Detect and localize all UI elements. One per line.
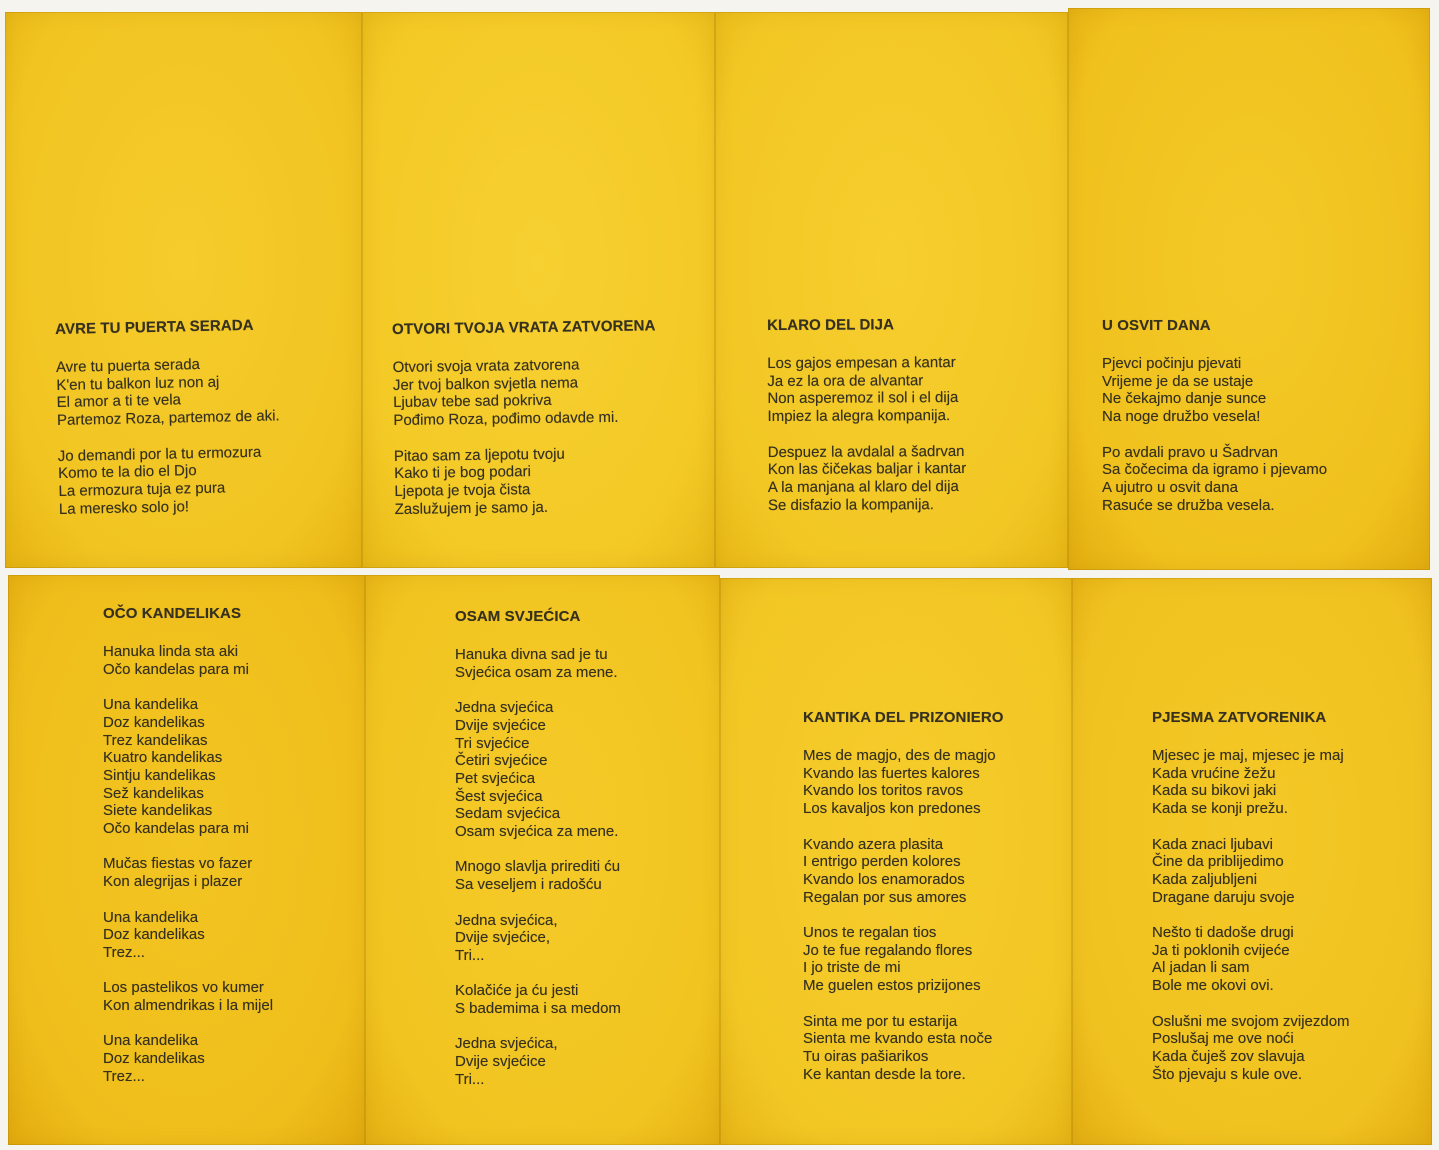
stanza [103, 979, 273, 1014]
lyric-line: Dvije svjećice, [455, 929, 551, 947]
panel-oco-kandelikas [8, 575, 365, 1145]
panel-kantika-del-prizoniero [720, 578, 1072, 1145]
lyric-line: Zaslužujem je samo ja. [394, 498, 549, 518]
lyric-line: Ja ti poklonih cvijeće [1152, 941, 1290, 959]
stanza [394, 444, 658, 518]
lyric-line: Očo kandelas para mi [103, 660, 249, 678]
lyric-line: Ljubav tebe sad pokriva [393, 392, 552, 412]
stanza [803, 747, 1004, 818]
lyric-line: Mnogo slavlja prirediti ću [455, 858, 621, 876]
lyric-line: Što pjevaju s kule ove. [1152, 1065, 1303, 1083]
lyric-line: Kada se konji prežu. [1152, 800, 1288, 818]
lyric-line: La ermozura tuja ez pura [58, 479, 226, 500]
song-lyrics [103, 643, 273, 1086]
lyric-line: Jedna svjećica [455, 699, 554, 717]
lyric-line: Bole me okovi ovi. [1152, 977, 1274, 995]
lyric-line: Me guelen estos prizijones [803, 977, 981, 995]
lyric-line: El amor a ti te vela [56, 391, 182, 412]
lyric-line: Sa čočecima da igramo i pjevamo [1102, 461, 1328, 479]
lyric-line: Avre tu puerta serada [55, 355, 201, 376]
lyric-line: Rasuće se družba vesela. [1102, 496, 1275, 514]
song-block [392, 317, 658, 536]
lyric-line: Trez... [103, 1067, 145, 1085]
lyric-line: Regalan por sus amores [803, 888, 967, 906]
lyric-line: Trez... [103, 943, 145, 961]
lyric-line: Osam svjećica za mene. [455, 823, 619, 841]
lyric-line: Otvori svoja vrata zatvorena [392, 356, 580, 376]
lyric-line: Kada vrućine žežu [1152, 764, 1276, 782]
song-lyrics [56, 354, 282, 518]
lyric-line: Non asperemoz il sol i el dija [767, 389, 959, 408]
lyric-line: Sa veseljem i radošću [455, 876, 602, 894]
lyric-line: Sedam svjećica [455, 805, 561, 823]
song-title: PJESMA ZATVORENIKA [1152, 709, 1327, 726]
lyric-line: Sintju kandelikas [103, 766, 216, 784]
lyric-line: Kada su bikovi jaki [1152, 782, 1277, 800]
stanza [103, 696, 273, 838]
lyric-line: Tri... [455, 946, 485, 964]
lyric-line: Dvije svjećice [455, 1053, 546, 1071]
lyric-line: Poslušaj me ove noći [1152, 1030, 1294, 1048]
lyric-line: Ja ez la ora de alvantar [767, 371, 924, 390]
song-block [1152, 709, 1350, 1101]
song-block [1102, 317, 1327, 532]
lyric-line: Siete kandelikas [103, 802, 213, 820]
song-block [455, 608, 621, 1106]
lyric-line: Los pastelikos vo kumer [103, 979, 264, 997]
panel-pjesma-zatvorenika [1072, 578, 1432, 1145]
lyric-line: Doz kandelikas [103, 1050, 205, 1068]
stanza [1152, 836, 1350, 907]
lyric-line: Očo kandelas para mi [103, 820, 249, 838]
song-lyrics [455, 646, 621, 1089]
stanza [803, 1013, 1004, 1084]
stanza [103, 909, 273, 962]
lyric-line: Kada zaljubljeni [1152, 870, 1258, 888]
lyric-line: Mjesec je maj, mjesec je maj [1152, 747, 1344, 764]
lyric-line: Kuatro kandelikas [103, 749, 223, 767]
song-lyrics [803, 747, 1004, 1083]
lyric-line: Svjećica osam za mene. [455, 663, 618, 681]
lyric-line: Ke kantan desde la tore. [803, 1065, 966, 1083]
lyric-line: Kon alegrijas i plazer [103, 873, 243, 891]
stanza [455, 912, 621, 965]
lyric-line: Tri svjećice [455, 734, 530, 752]
song-lyrics [1102, 355, 1327, 514]
lyric-line: Jo demandi por la tu ermozura [57, 443, 262, 465]
stanza [56, 354, 280, 429]
lyric-line: Kvando azera plasita [803, 835, 944, 853]
lyric-line: K'en tu balkon luz non aj [56, 373, 220, 394]
lyric-line: Pet svjećica [455, 769, 536, 787]
lyric-line: Una kandelika [103, 1032, 199, 1050]
lyric-line: Jer tvoj balkon svjetla nema [392, 374, 579, 394]
song-block [103, 605, 273, 1103]
stanza [393, 355, 657, 429]
stanza [103, 855, 273, 890]
lyric-line: Despuez la avdalal a šadrvan [767, 442, 965, 461]
song-block [767, 316, 967, 532]
lyric-line: Unos te regalan tios [803, 924, 937, 941]
stanza [455, 699, 621, 841]
song-title: OČO KANDELIKAS [103, 605, 242, 622]
lyric-line: Kvando los enamorados [803, 870, 965, 888]
lyric-line: Pitao sam za ljepotu tvoju [393, 445, 565, 465]
lyric-line: Po avdali pravo u Šadrvan [1102, 443, 1278, 461]
song-title: KLARO DEL DIJA [767, 316, 895, 334]
lyric-line: Los kavaljos kon predones [803, 800, 981, 818]
stanza [455, 982, 621, 1017]
song-title: AVRE TU PUERTA SERADA [55, 316, 254, 338]
panel-osam-svjecica [365, 575, 720, 1145]
lyric-line: Dvije svjećice [455, 716, 546, 734]
lyric-line: Tri... [455, 1070, 485, 1088]
lyric-line: Tu oiras pašiarikos [803, 1047, 929, 1065]
song-title: U OSVIT DANA [1102, 317, 1211, 334]
lyric-line: Jedna svjećica, [455, 911, 558, 929]
lyric-line: Nešto ti dadoše drugi [1152, 924, 1294, 941]
lyric-line: Se disfazio la kompanija. [767, 495, 934, 514]
lyric-line: La meresko solo jo! [58, 497, 190, 518]
panel-avre-tu-puerta-serada [5, 12, 362, 568]
stanza [455, 858, 621, 893]
lyric-line: Kvando los toritos ravos [803, 782, 964, 800]
song-lyrics [393, 355, 659, 518]
stanza [455, 646, 621, 681]
song-block [803, 709, 1004, 1101]
lyric-line: Kolačiće ja ću jesti [455, 982, 579, 1000]
panel-klaro-del-dija [715, 12, 1068, 568]
lyric-line: Kako ti je bog podari [394, 463, 532, 483]
lyric-line: Trez kandelikas [103, 731, 208, 749]
lyric-line: Doz kandelikas [103, 713, 205, 731]
lyric-line: Impiez la alegra kompanija. [767, 407, 951, 426]
stanza [767, 354, 966, 426]
panel-u-osvit-dana [1068, 8, 1430, 570]
lyric-line: Sienta me kvando esta noče [803, 1030, 993, 1048]
lyric-line: Oslušni me svojom zvijezdom [1152, 1012, 1350, 1030]
lyric-line: Sež kandelikas [103, 784, 204, 802]
lyric-line: Kada znaci ljubavi [1152, 835, 1273, 853]
lyric-line: Una kandelika [103, 908, 199, 926]
lyric-line: Ljepota je tvoja čista [394, 480, 531, 500]
lyric-line: S bademima i sa medom [455, 1000, 621, 1017]
lyric-line: A la manjana al klaro del dija [767, 477, 959, 496]
lyric-line: Četiri svjećice [455, 752, 548, 770]
lyric-line: Dragane daruju svoje [1152, 888, 1295, 906]
stanza [103, 1032, 273, 1085]
stanza [803, 836, 1004, 907]
stanza [1102, 355, 1327, 426]
song-title: KANTIKA DEL PRIZONIERO [803, 709, 1004, 726]
lyric-line: Šest svjećica [455, 787, 543, 805]
lyric-line: Ne čekajmo danje sunce [1102, 390, 1267, 408]
lyric-line: Pjevci počinju pjevati [1102, 355, 1242, 372]
lyric-line: Hanuka linda sta aki [103, 643, 239, 660]
lyric-line: Una kandelika [103, 696, 199, 714]
lyric-line: Kada čuješ zov slavuja [1152, 1047, 1305, 1065]
panel-otvori-tvoja-vrata [362, 12, 715, 568]
lyric-line: Hanuka divna sad je tu [455, 646, 608, 663]
lyric-line: Kvando las fuertes kalores [803, 764, 980, 782]
lyric-line: Na noge družbo vesela! [1102, 408, 1261, 426]
lyric-line: A ujutro u osvit dana [1102, 478, 1238, 496]
stanza [803, 924, 1004, 995]
song-lyrics [1152, 747, 1350, 1083]
lyric-line: Vrijeme je da se ustaje [1102, 372, 1254, 390]
song-block [55, 316, 282, 536]
lyric-line: Kon las čičekas baljar i kantar [767, 460, 967, 479]
lyric-line: Kon almendrikas i la mijel [103, 997, 274, 1014]
lyric-line: Komo te la dio el Djo [58, 462, 197, 483]
stanza [455, 1035, 621, 1088]
lyric-line: Čine da priblijedimo [1152, 853, 1284, 871]
song-title: OSAM SVJEĆICA [455, 608, 581, 625]
lyric-line: Jo te fue regalando flores [803, 941, 973, 959]
lyric-line: I entrigo perden kolores [803, 853, 961, 871]
song-lyrics [767, 354, 966, 514]
lyric-line: Partemoz Roza, partemoz de aki. [56, 407, 280, 430]
stanza [103, 643, 273, 678]
lyric-line: Sinta me por tu estarija [803, 1012, 958, 1030]
song-title: OTVORI TVOJA VRATA ZATVORENA [392, 317, 656, 338]
stanza [1152, 924, 1350, 995]
stanza [768, 442, 967, 514]
lyric-line: Mučas fiestas vo fazer [103, 855, 253, 873]
lyric-line: Los gajos empesan a kantar [767, 354, 956, 372]
stanza [1102, 444, 1327, 515]
lyric-line: I jo triste de mi [803, 959, 901, 977]
lyric-line: Pođimo Roza, pođimo odavde mi. [393, 408, 619, 430]
lyric-line: Al jadan li sam [1152, 959, 1250, 977]
stanza [1152, 747, 1350, 818]
lyric-line: Mes de magjo, des de magjo [803, 747, 996, 764]
lyric-line: Jedna svjećica, [455, 1035, 558, 1053]
stanza [58, 443, 282, 518]
lyric-line: Doz kandelikas [103, 926, 205, 944]
stanza [1152, 1013, 1350, 1084]
